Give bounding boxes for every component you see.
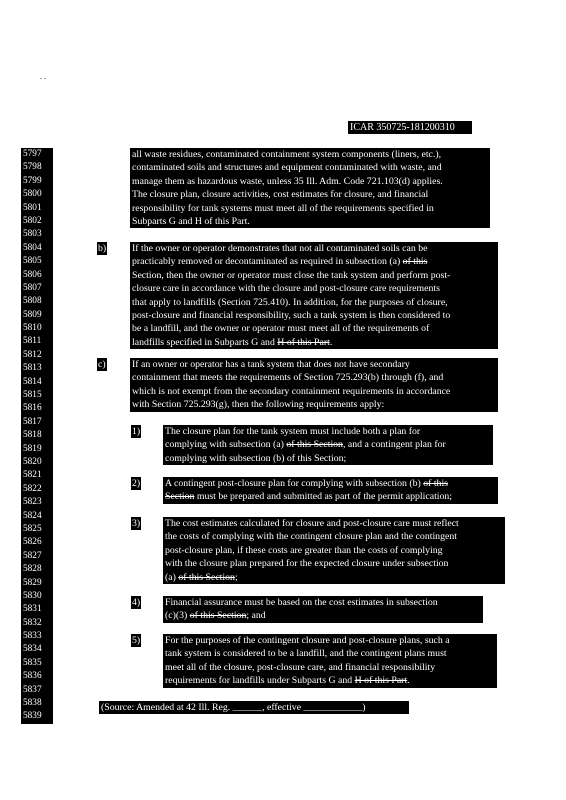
text-line: The closure plan for the tank system must include both a plan for: [165, 426, 421, 437]
text-line: [165, 490, 496, 503]
text-run: must be prepared and submitted as part of the permit application;: [194, 491, 453, 503]
item-1: [163, 425, 493, 465]
text-line: If an owner or operator has a tank system that does not have secondary: [132, 359, 410, 370]
line-number: 5833: [23, 631, 42, 642]
text-run: (a): [165, 571, 179, 583]
line-number: 5802: [23, 215, 42, 226]
text-line: [165, 477, 495, 490]
item-2: [163, 477, 498, 504]
struck-text: of this: [402, 256, 428, 268]
line-number: 5799: [23, 175, 42, 186]
text-line: with Section 725.293(g), then the following requirements apply:: [132, 399, 385, 411]
line-number: 5811: [23, 336, 42, 347]
line-number: 5824: [23, 510, 42, 521]
line-number: 5818: [23, 430, 42, 441]
line-number: 5837: [23, 684, 42, 695]
text-line: If the owner or operator demonstrates that not all contaminated soils can be: [132, 243, 428, 254]
source-note: (Source: Amended at 42 Ill. Reg. ______, effective ____________): [99, 701, 409, 714]
struck-text: H of this Part: [277, 336, 330, 348]
line-number: 5801: [23, 202, 42, 213]
paragraph-c: [130, 358, 498, 412]
text-run: complying with subsection (a): [165, 439, 287, 451]
line-number: 5838: [23, 698, 42, 709]
line-number: 5815: [23, 390, 42, 401]
line-number: 5812: [23, 349, 42, 360]
text-line: containment that meets the requirements of Section 725.293(b) through (f), and: [132, 372, 444, 384]
text-line: be a landfill, and the owner or operator must meet all of the requirements of: [132, 323, 430, 335]
line-number: 5839: [23, 711, 42, 722]
text-run: , and a contingent plan for: [342, 439, 446, 451]
struck-text: of this Section: [178, 571, 235, 583]
text-line: tank system is considered to be a landfill, and the contingent plans must: [165, 648, 447, 660]
item-marker-2: 2): [132, 478, 141, 489]
text-line: The cost estimates calculated for closure and post-closure care must reflect: [165, 518, 459, 529]
text-line: closure care in accordance with the closure and post-closure care requirements: [132, 283, 440, 295]
line-number: 5825: [23, 523, 42, 534]
item-3: [163, 517, 505, 584]
line-number: 5797: [23, 149, 42, 159]
text-line: with the closure plan prepared for the expected closure under subsection: [165, 558, 449, 570]
text-line: post-closure plan, if these costs are greater than the costs of complying: [165, 544, 443, 556]
scan-specks: . .: [40, 72, 46, 81]
struck-text: of this Section: [189, 610, 247, 622]
text-run: landfills specified in Subparts G and: [132, 336, 278, 348]
text-run: requirements for landfills under Subparts G and: [165, 675, 355, 687]
line-number: 5829: [23, 577, 42, 588]
text-line: Financial assurance must be based on the cost estimates in subsection: [165, 597, 438, 608]
line-number: 5834: [23, 644, 42, 655]
line-number: 5822: [23, 483, 42, 494]
text-line: contaminated soils and structures and equipment contaminated with waste, and: [132, 162, 442, 174]
line-number: 5809: [23, 309, 42, 320]
text-line: [165, 438, 491, 451]
item-4: [163, 596, 483, 623]
text-line: the costs of complying with the contingent closure plan and the contingent: [165, 531, 457, 543]
line-number: 5830: [23, 590, 42, 601]
text-line: all waste residues, contaminated containment system components (liners, etc.),: [132, 149, 442, 160]
line-number: 5832: [23, 617, 42, 628]
line-number: 5819: [23, 443, 42, 454]
line-number: 5798: [23, 162, 42, 173]
item-marker-3: 3): [132, 518, 141, 529]
text-line: responsibility for tank systems must meet all of the requirements specified in: [132, 202, 434, 214]
text-line: [165, 571, 255, 584]
line-number-column: [21, 148, 53, 724]
line-number: 5828: [23, 564, 42, 575]
item-marker-4: 4): [132, 597, 141, 608]
text-line: [165, 609, 287, 622]
struck-text: Section: [165, 491, 195, 503]
item-marker-1: 1): [132, 426, 141, 437]
paragraph-b: [130, 242, 498, 349]
line-number: 5803: [23, 229, 42, 240]
line-number: 5836: [23, 671, 42, 682]
text-line: [132, 255, 477, 268]
text-run: .: [407, 675, 410, 687]
struck-text: H of this Part: [354, 675, 408, 687]
text-line: For the purposes of the contingent closure and post-closure plans, such a: [165, 635, 450, 646]
line-number: 5820: [23, 456, 42, 467]
struck-text: of this: [423, 478, 448, 489]
line-number: 5835: [23, 657, 42, 668]
line-number: 5827: [23, 550, 42, 561]
item-5: [163, 634, 497, 688]
text-line: [132, 336, 364, 349]
line-number: 5826: [23, 537, 42, 548]
text-line: Subparts G and H of this Part.: [132, 215, 250, 227]
paragraph-intro: [130, 148, 490, 228]
line-number: 5806: [23, 269, 42, 280]
text-line: complying with subsection (b) of this Section;: [165, 452, 347, 464]
text-run: ; and: [246, 610, 266, 622]
text-run: (c)(3): [165, 610, 190, 622]
text-line: that apply to landfills (Section 725.410). In addition, for the purposes of closure,: [132, 296, 448, 308]
register-citation: ICAR 350725-181200310: [348, 121, 472, 134]
line-number: 5813: [23, 363, 42, 374]
line-number: 5810: [23, 323, 42, 334]
line-number: 5831: [23, 604, 42, 615]
text-run: practicably removed or decontaminated as required in subsection (a): [132, 256, 403, 268]
line-number: 5816: [23, 403, 42, 414]
line-number: 5821: [23, 470, 42, 481]
line-number: 5817: [23, 416, 42, 427]
text-run: A contingent post-closure plan for complying with subsection (b): [165, 478, 424, 489]
line-number: 5823: [23, 497, 42, 508]
line-number: 5800: [23, 189, 42, 200]
subsection-marker-c: c): [98, 359, 106, 370]
text-run: .: [329, 336, 333, 348]
subsection-marker-b: b): [98, 243, 107, 254]
item-marker-5: 5): [132, 635, 141, 646]
text-line: [165, 674, 450, 687]
text-line: which is not exempt from the secondary containment requirements in accordance: [132, 385, 451, 397]
struck-text: of this Section: [286, 439, 343, 451]
line-number: 5814: [23, 376, 42, 387]
line-number: 5804: [23, 242, 42, 253]
line-number: 5805: [23, 256, 42, 267]
line-number: 5808: [23, 296, 42, 307]
text-line: manage them as hazardous waste, unless 35 Ill. Adm. Code 721.103(d) applies.: [132, 175, 443, 187]
line-number: 5807: [23, 282, 42, 293]
text-line: post-closure and financial responsibility, such a tank system is then considered to: [132, 309, 451, 321]
text-line: Section, then the owner or operator must close the tank system and perform post-: [132, 269, 451, 281]
text-run: ;: [234, 571, 238, 583]
text-line: The closure plan, closure activities, cost estimates for closure, and financial: [132, 189, 429, 201]
text-line: meet all of the closure, post-closure care, and financial responsibility: [165, 661, 436, 673]
